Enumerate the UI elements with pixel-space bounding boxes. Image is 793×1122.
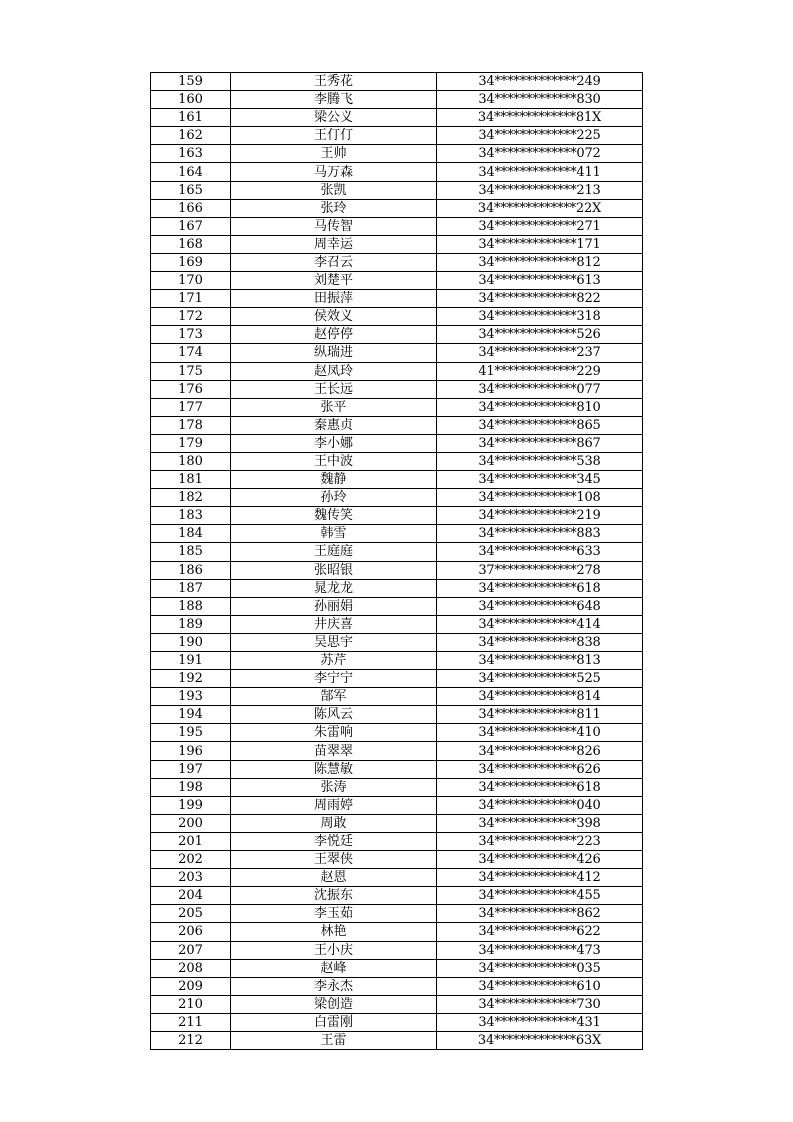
name-cell: 沈振东 [231, 887, 437, 905]
table-row [151, 344, 643, 362]
row-number-cell: 167 [151, 217, 231, 235]
id-number-cell: 34*************040 [437, 796, 643, 814]
table-row [151, 362, 643, 380]
name-cell: 张玲 [231, 199, 437, 217]
table-row [151, 109, 643, 127]
row-number-cell: 204 [151, 887, 231, 905]
name-cell: 梁公义 [231, 109, 437, 127]
id-number-cell: 34*************525 [437, 670, 643, 688]
table-row [151, 525, 643, 543]
name-cell: 白雷刚 [231, 1013, 437, 1031]
name-cell: 李玉茹 [231, 905, 437, 923]
row-number-cell: 209 [151, 977, 231, 995]
name-cell: 王秀花 [231, 73, 437, 91]
id-number-cell: 34*************213 [437, 181, 643, 199]
id-number-cell: 34*************810 [437, 398, 643, 416]
id-number-cell: 34*************225 [437, 127, 643, 145]
roster-body [151, 73, 643, 1050]
row-number-cell: 183 [151, 507, 231, 525]
id-number-cell: 34*************072 [437, 145, 643, 163]
row-number-cell: 177 [151, 398, 231, 416]
table-row [151, 796, 643, 814]
table-row [151, 163, 643, 181]
table-row [151, 832, 643, 850]
row-number-cell: 191 [151, 652, 231, 670]
row-number-cell: 197 [151, 760, 231, 778]
table-row [151, 1013, 643, 1031]
table-row [151, 199, 643, 217]
row-number-cell: 190 [151, 633, 231, 651]
id-number-cell: 34*************108 [437, 489, 643, 507]
name-cell: 韩雪 [231, 525, 437, 543]
name-cell: 马传智 [231, 217, 437, 235]
id-number-cell: 34*************318 [437, 308, 643, 326]
table-row [151, 995, 643, 1013]
name-cell: 王庭庭 [231, 543, 437, 561]
name-cell: 王中波 [231, 452, 437, 470]
table-row [151, 416, 643, 434]
id-number-cell: 34*************414 [437, 615, 643, 633]
id-number-cell: 34*************813 [437, 652, 643, 670]
name-cell: 林艳 [231, 923, 437, 941]
row-number-cell: 212 [151, 1031, 231, 1049]
name-cell: 李永杰 [231, 977, 437, 995]
row-number-cell: 169 [151, 253, 231, 271]
id-number-cell: 34*************412 [437, 869, 643, 887]
table-row [151, 127, 643, 145]
name-cell: 王帅 [231, 145, 437, 163]
table-row [151, 652, 643, 670]
row-number-cell: 181 [151, 471, 231, 489]
row-number-cell: 179 [151, 434, 231, 452]
name-cell: 苏芹 [231, 652, 437, 670]
id-number-cell: 34*************822 [437, 290, 643, 308]
table-row [151, 73, 643, 91]
name-cell: 陈风云 [231, 706, 437, 724]
id-number-cell: 34*************410 [437, 724, 643, 742]
id-number-cell: 34*************426 [437, 851, 643, 869]
id-number-cell: 34*************63X [437, 1031, 643, 1049]
name-cell: 朱雷响 [231, 724, 437, 742]
table-row [151, 543, 643, 561]
name-cell: 刘楚平 [231, 272, 437, 290]
row-number-cell: 198 [151, 778, 231, 796]
row-number-cell: 187 [151, 579, 231, 597]
name-cell: 田振萍 [231, 290, 437, 308]
id-number-cell: 34*************811 [437, 706, 643, 724]
row-number-cell: 178 [151, 416, 231, 434]
name-cell: 孙丽娟 [231, 597, 437, 615]
row-number-cell: 171 [151, 290, 231, 308]
table-row [151, 471, 643, 489]
table-row [151, 561, 643, 579]
id-number-cell: 34*************826 [437, 742, 643, 760]
id-number-cell: 34*************633 [437, 543, 643, 561]
name-cell: 周幸运 [231, 235, 437, 253]
table-row [151, 253, 643, 271]
table-row [151, 887, 643, 905]
name-cell: 周敢 [231, 814, 437, 832]
row-number-cell: 192 [151, 670, 231, 688]
row-number-cell: 195 [151, 724, 231, 742]
name-cell: 王小庆 [231, 941, 437, 959]
name-cell: 李小娜 [231, 434, 437, 452]
row-number-cell: 160 [151, 91, 231, 109]
id-number-cell: 34*************526 [437, 326, 643, 344]
table-row [151, 290, 643, 308]
id-number-cell: 34*************814 [437, 688, 643, 706]
id-number-cell: 34*************398 [437, 814, 643, 832]
name-cell: 晁龙龙 [231, 579, 437, 597]
id-number-cell: 34*************223 [437, 832, 643, 850]
id-number-cell: 34*************730 [437, 995, 643, 1013]
name-cell: 周雨婷 [231, 796, 437, 814]
row-number-cell: 211 [151, 1013, 231, 1031]
row-number-cell: 194 [151, 706, 231, 724]
id-number-cell: 34*************22X [437, 199, 643, 217]
name-cell: 郜军 [231, 688, 437, 706]
table-row [151, 1031, 643, 1049]
row-number-cell: 188 [151, 597, 231, 615]
table-row [151, 706, 643, 724]
row-number-cell: 175 [151, 362, 231, 380]
id-number-cell: 34*************219 [437, 507, 643, 525]
id-number-cell: 34*************271 [437, 217, 643, 235]
name-cell: 张平 [231, 398, 437, 416]
id-number-cell: 37*************278 [437, 561, 643, 579]
name-cell: 井庆喜 [231, 615, 437, 633]
row-number-cell: 189 [151, 615, 231, 633]
name-cell: 魏传笑 [231, 507, 437, 525]
row-number-cell: 203 [151, 869, 231, 887]
name-cell: 李召云 [231, 253, 437, 271]
name-cell: 王雷 [231, 1031, 437, 1049]
row-number-cell: 180 [151, 452, 231, 470]
row-number-cell: 176 [151, 380, 231, 398]
table-row [151, 923, 643, 941]
name-cell: 陈慧敏 [231, 760, 437, 778]
table-row [151, 398, 643, 416]
id-number-cell: 34*************249 [437, 73, 643, 91]
row-number-cell: 206 [151, 923, 231, 941]
table-row [151, 308, 643, 326]
name-cell: 侯效义 [231, 308, 437, 326]
row-number-cell: 162 [151, 127, 231, 145]
name-cell: 赵恩 [231, 869, 437, 887]
id-number-cell: 34*************883 [437, 525, 643, 543]
id-number-cell: 34*************077 [437, 380, 643, 398]
name-cell: 赵停停 [231, 326, 437, 344]
row-number-cell: 196 [151, 742, 231, 760]
row-number-cell: 173 [151, 326, 231, 344]
row-number-cell: 161 [151, 109, 231, 127]
table-row [151, 489, 643, 507]
name-cell: 张昭银 [231, 561, 437, 579]
id-number-cell: 34*************626 [437, 760, 643, 778]
row-number-cell: 201 [151, 832, 231, 850]
table-row [151, 633, 643, 651]
row-number-cell: 199 [151, 796, 231, 814]
id-number-cell: 34*************171 [437, 235, 643, 253]
table-row [151, 434, 643, 452]
name-cell: 赵峰 [231, 959, 437, 977]
row-number-cell: 159 [151, 73, 231, 91]
table-row [151, 742, 643, 760]
name-cell: 王长远 [231, 380, 437, 398]
table-row [151, 760, 643, 778]
id-number-cell: 34*************865 [437, 416, 643, 434]
id-number-cell: 34*************812 [437, 253, 643, 271]
row-number-cell: 166 [151, 199, 231, 217]
table-row [151, 217, 643, 235]
table-row [151, 615, 643, 633]
row-number-cell: 163 [151, 145, 231, 163]
name-cell: 孙玲 [231, 489, 437, 507]
name-cell: 马万森 [231, 163, 437, 181]
row-number-cell: 186 [151, 561, 231, 579]
id-number-cell: 34*************345 [437, 471, 643, 489]
id-number-cell: 34*************867 [437, 434, 643, 452]
row-number-cell: 207 [151, 941, 231, 959]
row-number-cell: 208 [151, 959, 231, 977]
id-number-cell: 34*************613 [437, 272, 643, 290]
table-row [151, 91, 643, 109]
id-number-cell: 34*************610 [437, 977, 643, 995]
name-cell: 纵瑞进 [231, 344, 437, 362]
row-number-cell: 165 [151, 181, 231, 199]
name-cell: 秦惠贞 [231, 416, 437, 434]
id-number-cell: 34*************618 [437, 778, 643, 796]
id-number-cell: 34*************411 [437, 163, 643, 181]
roster-table [150, 72, 643, 1050]
table-row [151, 778, 643, 796]
table-row [151, 905, 643, 923]
name-cell: 王仃仃 [231, 127, 437, 145]
id-number-cell: 34*************830 [437, 91, 643, 109]
table-row [151, 688, 643, 706]
name-cell: 梁创造 [231, 995, 437, 1013]
id-number-cell: 34*************838 [437, 633, 643, 651]
row-number-cell: 193 [151, 688, 231, 706]
row-number-cell: 184 [151, 525, 231, 543]
table-row [151, 452, 643, 470]
table-row [151, 579, 643, 597]
id-number-cell: 34*************538 [437, 452, 643, 470]
table-row [151, 851, 643, 869]
name-cell: 李悦廷 [231, 832, 437, 850]
row-number-cell: 210 [151, 995, 231, 1013]
name-cell: 张凯 [231, 181, 437, 199]
name-cell: 李腾飞 [231, 91, 437, 109]
row-number-cell: 205 [151, 905, 231, 923]
table-row [151, 869, 643, 887]
name-cell: 吴思宇 [231, 633, 437, 651]
table-row [151, 272, 643, 290]
id-number-cell: 34*************473 [437, 941, 643, 959]
id-number-cell: 34*************455 [437, 887, 643, 905]
id-number-cell: 34*************862 [437, 905, 643, 923]
row-number-cell: 174 [151, 344, 231, 362]
row-number-cell: 185 [151, 543, 231, 561]
table-row [151, 181, 643, 199]
row-number-cell: 172 [151, 308, 231, 326]
row-number-cell: 182 [151, 489, 231, 507]
id-number-cell: 34*************431 [437, 1013, 643, 1031]
name-cell: 魏静 [231, 471, 437, 489]
row-number-cell: 164 [151, 163, 231, 181]
table-row [151, 814, 643, 832]
id-number-cell: 34*************035 [437, 959, 643, 977]
id-number-cell: 34*************237 [437, 344, 643, 362]
table-row [151, 941, 643, 959]
id-number-cell: 34*************622 [437, 923, 643, 941]
id-number-cell: 34*************618 [437, 579, 643, 597]
name-cell: 苗翠翠 [231, 742, 437, 760]
table-row [151, 380, 643, 398]
name-cell: 赵凤玲 [231, 362, 437, 380]
table-row [151, 977, 643, 995]
table-row [151, 597, 643, 615]
row-number-cell: 202 [151, 851, 231, 869]
table-row [151, 326, 643, 344]
table-row [151, 145, 643, 163]
table-row [151, 670, 643, 688]
row-number-cell: 170 [151, 272, 231, 290]
name-cell: 李宁宁 [231, 670, 437, 688]
row-number-cell: 168 [151, 235, 231, 253]
table-row [151, 959, 643, 977]
table-row [151, 507, 643, 525]
row-number-cell: 200 [151, 814, 231, 832]
table-row [151, 235, 643, 253]
table-row [151, 724, 643, 742]
name-cell: 王翠侠 [231, 851, 437, 869]
id-number-cell: 41*************229 [437, 362, 643, 380]
id-number-cell: 34*************648 [437, 597, 643, 615]
name-cell: 张涛 [231, 778, 437, 796]
id-number-cell: 34*************81X [437, 109, 643, 127]
